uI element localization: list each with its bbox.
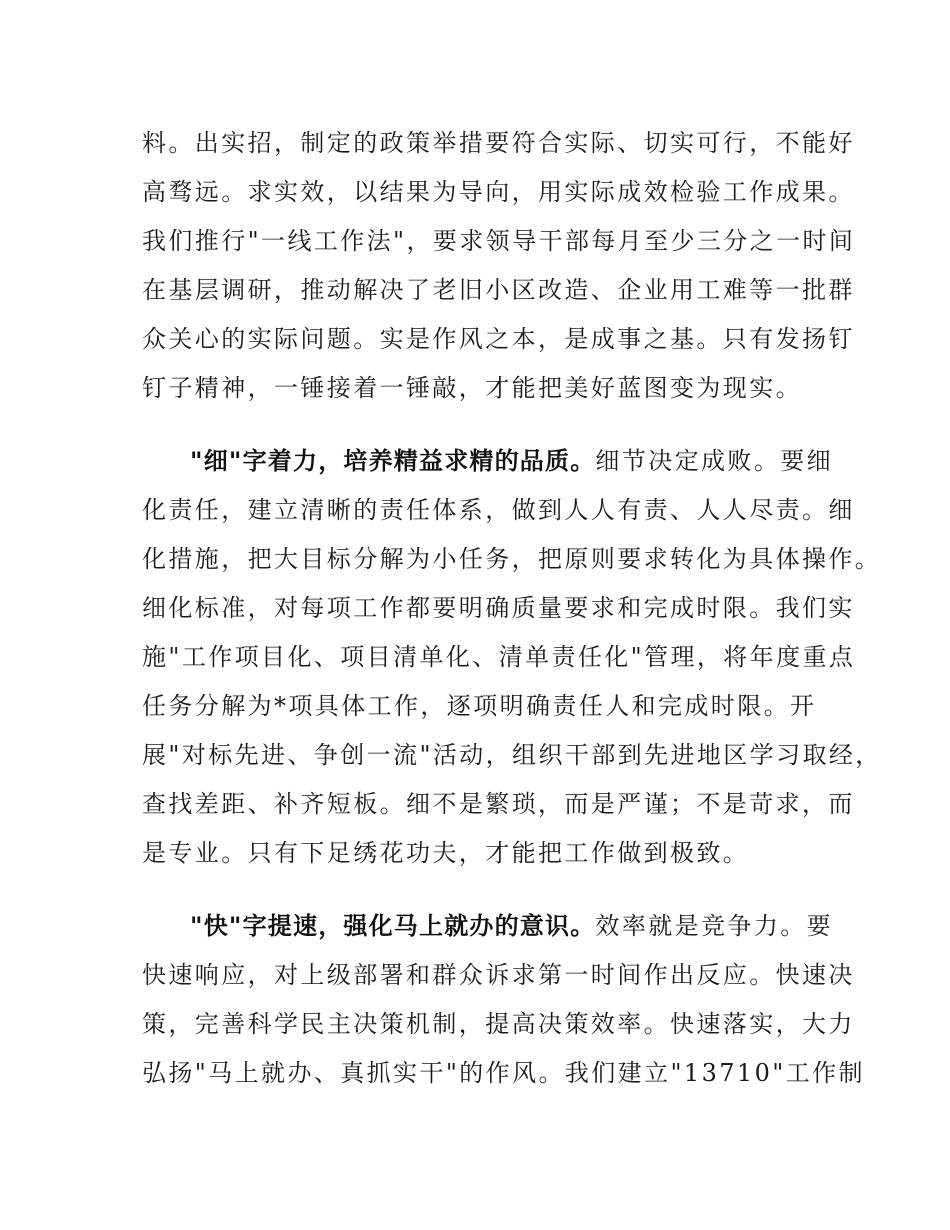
paragraph-2-line-5: 施"工作项目化、项目清单化、清单责任化"管理，将年度重点 <box>142 643 856 671</box>
paragraph-1-line-6: 钉子精神，一锤接着一锤敲，才能把美好蓝图变为现实。 <box>142 374 802 402</box>
paragraph-3-first-line-text: 效率就是竞争力。要 <box>595 912 834 940</box>
paragraph-1-line-4: 在基层调研，推动解决了老旧小区改造、企业用工难等一批群 <box>142 276 855 304</box>
paragraph-2-line-6: 任务分解为*项具体工作，逐项明确责任人和完成时限。开 <box>142 692 817 720</box>
paragraph-3-first-line <box>190 911 833 941</box>
paragraph-2-first-line-text: 细节决定成败。要细 <box>595 447 834 475</box>
paragraph-2-line-9: 是专业。只有下足绣花功夫，才能把工作做到极致。 <box>142 839 750 867</box>
paragraph-2-heading: "细"字着力，培养精益求精的品质。 <box>190 447 596 475</box>
paragraph-2-line-7: 展"对标先进、争创一流"活动，组织干部到先进地区学习取经， <box>142 741 882 769</box>
paragraph-3-line-2: 快速响应，对上级部署和群众诉求第一时间作出反应。快速决 <box>142 961 855 989</box>
paragraph-2-line-3: 化措施，把大目标分解为小任务，把原则要求转化为具体操作。 <box>142 545 882 573</box>
paragraph-3-line-3: 策，完善科学民主决策机制，提高决策效率。快速落实，大力 <box>142 1010 855 1038</box>
paragraph-2-line-8: 查找差距、补齐短板。细不是繁琐，而是严谨；不是苛求，而 <box>142 790 855 818</box>
paragraph-2-line-2: 化责任，建立清晰的责任体系，做到人人有责、人人尽责。细 <box>142 496 855 524</box>
paragraph-2-first-line <box>190 446 833 476</box>
paragraph-2-line-4: 细化标准，对每项工作都要明确质量要求和完成时限。我们实 <box>142 594 855 622</box>
paragraph-1-line-1: 料。出实招，制定的政策举措要符合实际、切实可行，不能好 <box>142 129 855 157</box>
paragraph-3-line-4: 弘扬"马上就办、真抓实干"的作风。我们建立"13710"工作制 <box>142 1059 865 1087</box>
paragraph-1-line-2: 高骛远。求实效，以结果为导向，用实际成效检验工作成果。 <box>142 178 855 206</box>
paragraph-1-line-3: 我们推行"一线工作法"，要求领导干部每月至少三分之一时间 <box>142 227 856 255</box>
paragraph-1-line-5: 众关心的实际问题。实是作风之本，是成事之基。只有发扬钉 <box>142 325 855 353</box>
paragraph-3-heading: "快"字提速，强化马上就办的意识。 <box>190 912 596 940</box>
